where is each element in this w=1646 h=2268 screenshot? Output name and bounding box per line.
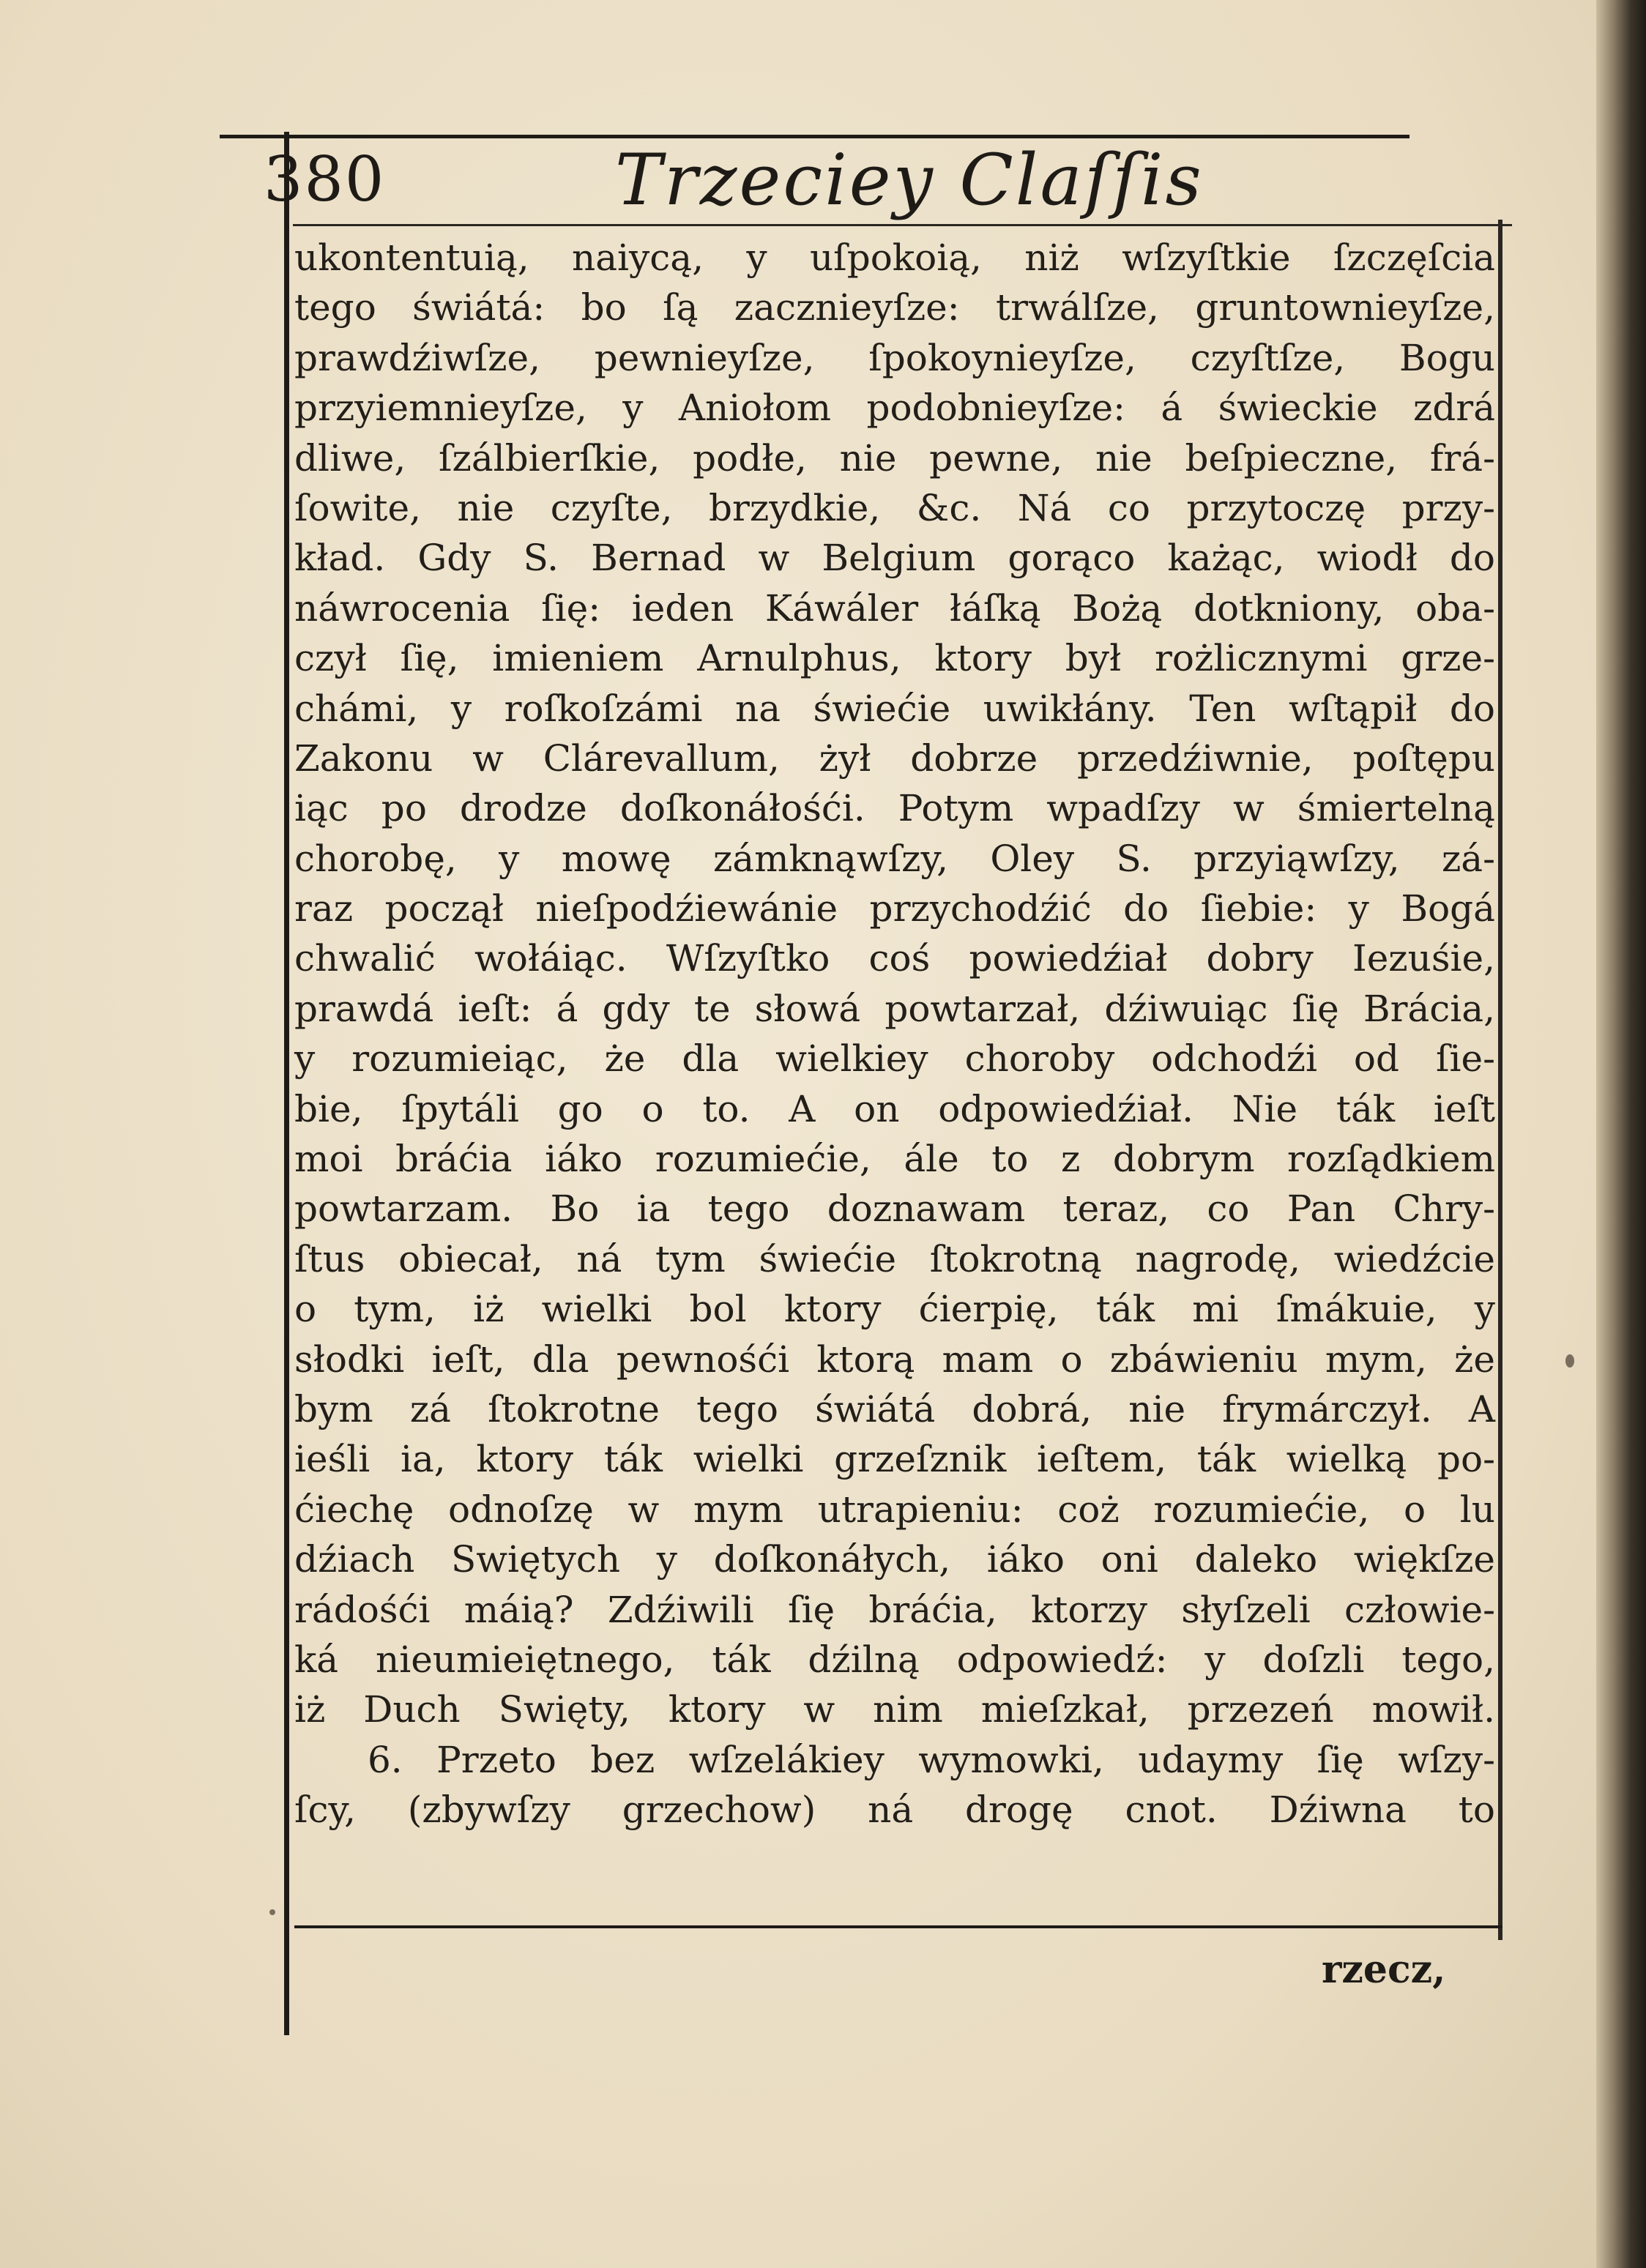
text-line: słodki ieſt, dla pewnośći ktorą mam o zbáwieniu mym, że [294, 1338, 1495, 1381]
text-line: kład. Gdy S. Bernad w Belgium gorąco każąc, wiodł do [294, 537, 1495, 580]
book-gutter [1596, 0, 1646, 2268]
text-line: náwrocenia ſię: ieden Káwáler łáſką Bożą dotkniony, oba- [294, 586, 1495, 630]
text-line: ćiechę odnoſzę w mym utrapieniu: coż rozumiećie, o lu [294, 1488, 1495, 1531]
text-line: prawdá ieſt: á gdy te słowá powtarzał, dźiwuiąc ſię Brácia, [294, 987, 1495, 1030]
text-line: moi bráćia iáko rozumiećie, ále to z dobrym rozſądkiem [294, 1138, 1495, 1181]
header-rule [293, 224, 1512, 226]
text-line: o tym, iż wielki bol ktory ćierpię, ták mi ſmákuie, y [294, 1288, 1495, 1331]
text-line: iż Duch Swięty, ktory w nim mieſzkał, przezeń mowił. [294, 1688, 1495, 1731]
text-line: czył ſię, imieniem Arnulphus, ktory był rożlicznymi grze- [294, 637, 1495, 680]
text-line: chorobę, y mowę zámknąwſzy, Oley S. przyiąwſzy, zá- [294, 837, 1495, 880]
text-line: ká nieumieiętnego, ták dźilną odpowiedź: y doſzli tego, [294, 1638, 1495, 1681]
page-number: 380 [264, 143, 386, 215]
text-line: przyiemnieyſze, y Aniołom podobnieyſze: á świeckie zdrá [294, 387, 1495, 430]
text-line: chwalić wołáiąc. Wſzyſtko coś powiedźiał dobry Iezuśie, [294, 937, 1495, 980]
text-line: powtarzam. Bo ia tego doznawam teraz, co Pan Chry- [294, 1187, 1495, 1231]
text-line: chámi, y roſkoſzámi na świećie uwikłány. Ten wſtąpił do [294, 687, 1495, 730]
text-line: bym zá ſtokrotne tego świátá dobrá, nie frymárczył. A [294, 1387, 1495, 1430]
text-line: ſcy, (zbywſzy grzechow) ná drogę cnot. Dźiwna to [294, 1788, 1495, 1832]
text-line-paragraph-start: 6. Przeto bez wſzelákiey wymowki, udaymy ſię wſzy- [368, 1738, 1495, 1781]
text-line: raz począł nieſpodźiewánie przychodźić do ſiebie: y Bogá [294, 887, 1495, 930]
right-rule [1498, 220, 1502, 1940]
text-line: iąc po drodze doſkonáłośći. Potym wpadſzy w śmiertelną [294, 787, 1495, 830]
text-line: ſowite, nie czyſte, brzydkie, &c. Ná co przytoczę przy- [294, 486, 1495, 529]
text-line: y rozumieiąc, że dla wielkiey choroby odchodźi od ſie- [294, 1037, 1495, 1081]
running-head: Trzeciey Claſſis [615, 139, 1204, 221]
text-line: ſtus obiecał, ná tym świećie ſtokrotną nagrodę, wiedźcie [294, 1237, 1495, 1280]
text-line: rádośći máią? Zdźiwili ſię bráćia, ktorzy słyſzeli człowie- [294, 1588, 1495, 1631]
bottom-rule [294, 1925, 1502, 1928]
text-line: dliwe, ſzálbierſkie, podłe, nie pewne, nie beſpieczne, frá- [294, 436, 1495, 480]
text-line: Zakonu w Clárevallum, żył dobrze przedźiwnie, poſtępu [294, 736, 1495, 780]
ink-spot [1565, 1354, 1574, 1368]
text-line: prawdźiwſze, pewnieyſze, ſpokoynieyſze, czyſtſze, Bogu [294, 336, 1495, 379]
page-header [264, 139, 1508, 231]
ink-spot [269, 1909, 275, 1915]
text-line: tego świátá: bo ſą zacznieyſze: trwálſze, gruntownieyſze, [294, 286, 1495, 329]
text-line: bie, ſpytáli go o to. A on odpowiedźiał. Nie ták ieſt [294, 1087, 1495, 1130]
body-text [294, 233, 1495, 1835]
text-line: ukontentuią, naiycą, y uſpokoią, niż wſzyſtkie ſzczęſcia [294, 236, 1495, 279]
text-line: ieśli ia, ktory ták wielki grzeſznik ieſtem, ták wielką po- [294, 1438, 1495, 1481]
catchword: rzecz, [1322, 1947, 1446, 1992]
text-line: dźiach Swiętych y doſkonáłych, iáko oni daleko więkſze [294, 1538, 1495, 1581]
